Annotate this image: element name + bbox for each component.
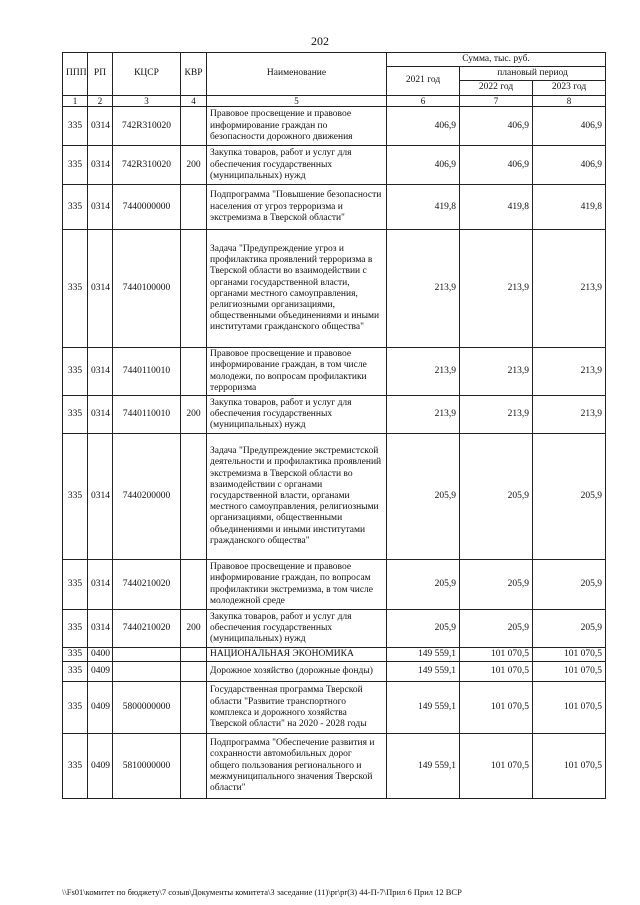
cell-kvr bbox=[181, 734, 207, 799]
cell-amount-2021: 149 559,1 bbox=[387, 682, 460, 734]
cell-rp: 0314 bbox=[88, 396, 113, 434]
cell-kcsr: 7440110010 bbox=[113, 348, 181, 396]
column-number: 8 bbox=[533, 95, 606, 107]
cell-kvr: 200 bbox=[181, 396, 207, 434]
cell-rp: 0314 bbox=[88, 610, 113, 648]
cell-rp: 0314 bbox=[88, 185, 113, 230]
cell-ppp: 335 bbox=[63, 610, 88, 648]
cell-amount-2022: 101 070,5 bbox=[460, 648, 533, 662]
cell-amount-2023: 205,9 bbox=[533, 560, 606, 610]
cell-amount-2021: 213,9 bbox=[387, 230, 460, 348]
cell-amount-2023: 419,8 bbox=[533, 185, 606, 230]
cell-rp: 0314 bbox=[88, 230, 113, 348]
cell-name: Закупка товаров, работ и услуг для обеспечения государственных (муниципальных) нужд bbox=[207, 146, 387, 185]
column-number: 5 bbox=[207, 95, 387, 107]
header-sum: Сумма, тыс. руб. bbox=[387, 53, 606, 67]
column-number: 6 bbox=[387, 95, 460, 107]
cell-amount-2022: 213,9 bbox=[460, 230, 533, 348]
page-number: 202 bbox=[311, 34, 329, 48]
table-row bbox=[63, 230, 606, 348]
table-row bbox=[63, 185, 606, 230]
cell-kvr bbox=[181, 434, 207, 560]
cell-name: Задача "Предупреждение экстремистской деятельности и профилактика проявлений экстремизма в Тверской области во взаимодействии с органами государственной власти, органами местного самоуправления, религиозными организациями, общественными объединениями и иными институтами гражданского общества" bbox=[207, 434, 387, 560]
cell-amount-2023: 101 070,5 bbox=[533, 662, 606, 682]
table-row bbox=[63, 610, 606, 648]
table-row bbox=[63, 734, 606, 799]
cell-name: Подпрограмма "Обеспечение развития и сохранности автомобильных дорог общего пользования регионального и межмуниципального значения Тверской области" bbox=[207, 734, 387, 799]
cell-kvr bbox=[181, 107, 207, 146]
table-row bbox=[63, 682, 606, 734]
cell-name: Правовое просвещение и правовое информирование граждан, в том числе молодежи, по вопросам профилактики терроризма bbox=[207, 348, 387, 396]
cell-ppp: 335 bbox=[63, 230, 88, 348]
table-body bbox=[63, 107, 606, 799]
cell-kcsr: 742R310020 bbox=[113, 146, 181, 185]
table-row bbox=[63, 107, 606, 146]
cell-ppp: 335 bbox=[63, 348, 88, 396]
cell-kvr bbox=[181, 560, 207, 610]
table-row bbox=[63, 146, 606, 185]
cell-amount-2023: 213,9 bbox=[533, 230, 606, 348]
cell-amount-2021: 406,9 bbox=[387, 146, 460, 185]
cell-amount-2022: 213,9 bbox=[460, 396, 533, 434]
cell-ppp: 335 bbox=[63, 107, 88, 146]
cell-amount-2023: 101 070,5 bbox=[533, 734, 606, 799]
cell-ppp: 335 bbox=[63, 560, 88, 610]
cell-name: Задача "Предупреждение угроз и профилактика проявлений терроризма в Тверской области во взаимодействии с органами государственной власти, органами местного самоуправления, религиозными организациями, общественными объединениями и иными институтами гражданского общества" bbox=[207, 230, 387, 348]
cell-name: Правовое просвещение и правовое информирование граждан, по вопросам профилактики экстремизма, в том числе молодежной среде bbox=[207, 560, 387, 610]
cell-kvr bbox=[181, 185, 207, 230]
cell-amount-2021: 149 559,1 bbox=[387, 648, 460, 662]
table-header bbox=[63, 53, 606, 107]
cell-amount-2023: 205,9 bbox=[533, 610, 606, 648]
cell-kcsr: 7440100000 bbox=[113, 230, 181, 348]
cell-kcsr: 7440200000 bbox=[113, 434, 181, 560]
cell-kcsr bbox=[113, 662, 181, 682]
cell-ppp: 335 bbox=[63, 396, 88, 434]
cell-amount-2022: 213,9 bbox=[460, 348, 533, 396]
cell-name: Правовое просвещение и правовое информирование граждан по безопасности дорожного движения bbox=[207, 107, 387, 146]
cell-kcsr: 7440210020 bbox=[113, 560, 181, 610]
budget-table bbox=[62, 52, 606, 799]
cell-kvr bbox=[181, 230, 207, 348]
cell-name: Закупка товаров, работ и услуг для обеспечения государственных (муниципальных) нужд bbox=[207, 396, 387, 434]
cell-amount-2022: 205,9 bbox=[460, 434, 533, 560]
cell-amount-2022: 205,9 bbox=[460, 560, 533, 610]
cell-kvr bbox=[181, 682, 207, 734]
column-number: 4 bbox=[181, 95, 207, 107]
column-number: 7 bbox=[460, 95, 533, 107]
header-kcsr: КЦСР bbox=[113, 53, 181, 96]
cell-kcsr: 7440110010 bbox=[113, 396, 181, 434]
header-year-2022: 2022 год bbox=[460, 81, 533, 95]
cell-amount-2023: 101 070,5 bbox=[533, 682, 606, 734]
cell-name: НАЦИОНАЛЬНАЯ ЭКОНОМИКА bbox=[207, 648, 387, 662]
cell-name: Дорожное хозяйство (дорожные фонды) bbox=[207, 662, 387, 682]
table-row bbox=[63, 648, 606, 662]
cell-amount-2023: 406,9 bbox=[533, 146, 606, 185]
header-ppp: ППП bbox=[63, 53, 88, 96]
table-row bbox=[63, 434, 606, 560]
cell-rp: 0409 bbox=[88, 662, 113, 682]
cell-amount-2022: 101 070,5 bbox=[460, 682, 533, 734]
cell-kcsr: 7440210020 bbox=[113, 610, 181, 648]
cell-ppp: 335 bbox=[63, 146, 88, 185]
cell-kvr bbox=[181, 648, 207, 662]
cell-rp: 0400 bbox=[88, 648, 113, 662]
cell-amount-2021: 213,9 bbox=[387, 396, 460, 434]
header-year-2021: 2021 год bbox=[387, 67, 460, 95]
cell-rp: 0409 bbox=[88, 734, 113, 799]
column-number-row bbox=[63, 95, 606, 107]
header-year-2023: 2023 год bbox=[533, 81, 606, 95]
header-name: Наименование bbox=[207, 53, 387, 96]
cell-amount-2023: 205,9 bbox=[533, 434, 606, 560]
cell-rp: 0314 bbox=[88, 434, 113, 560]
cell-rp: 0314 bbox=[88, 107, 113, 146]
cell-amount-2023: 213,9 bbox=[533, 348, 606, 396]
column-number: 2 bbox=[88, 95, 113, 107]
header-kvr: КВР bbox=[181, 53, 207, 96]
cell-amount-2021: 149 559,1 bbox=[387, 734, 460, 799]
cell-kcsr: 742R310020 bbox=[113, 107, 181, 146]
cell-ppp: 335 bbox=[63, 185, 88, 230]
cell-name: Подпрограмма "Повышение безопасности населения от угроз терроризма и экстремизма в Тверской области" bbox=[207, 185, 387, 230]
cell-kcsr: 5800000000 bbox=[113, 682, 181, 734]
cell-kcsr: 5810000000 bbox=[113, 734, 181, 799]
cell-amount-2021: 205,9 bbox=[387, 434, 460, 560]
cell-name: Государственная программа Тверской области "Развитие транспортного комплекса и дорожного хозяйства Тверской области" на 2020 - 2028 годы bbox=[207, 682, 387, 734]
cell-amount-2022: 419,8 bbox=[460, 185, 533, 230]
cell-amount-2021: 149 559,1 bbox=[387, 662, 460, 682]
cell-rp: 0314 bbox=[88, 560, 113, 610]
cell-amount-2022: 406,9 bbox=[460, 107, 533, 146]
header-planned-period: плановый период bbox=[460, 67, 606, 81]
column-number: 1 bbox=[63, 95, 88, 107]
cell-amount-2021: 205,9 bbox=[387, 610, 460, 648]
table-row bbox=[63, 560, 606, 610]
cell-ppp: 335 bbox=[63, 662, 88, 682]
cell-amount-2023: 213,9 bbox=[533, 396, 606, 434]
header-rp: РП bbox=[88, 53, 113, 96]
cell-amount-2022: 205,9 bbox=[460, 610, 533, 648]
cell-kvr: 200 bbox=[181, 610, 207, 648]
cell-amount-2021: 205,9 bbox=[387, 560, 460, 610]
cell-ppp: 335 bbox=[63, 734, 88, 799]
table-row bbox=[63, 348, 606, 396]
table-row bbox=[63, 396, 606, 434]
column-number: 3 bbox=[113, 95, 181, 107]
cell-kvr: 200 bbox=[181, 146, 207, 185]
cell-ppp: 335 bbox=[63, 682, 88, 734]
cell-amount-2021: 406,9 bbox=[387, 107, 460, 146]
cell-amount-2021: 213,9 bbox=[387, 348, 460, 396]
cell-kcsr bbox=[113, 648, 181, 662]
cell-ppp: 335 bbox=[63, 434, 88, 560]
cell-ppp: 335 bbox=[63, 648, 88, 662]
cell-amount-2021: 419,8 bbox=[387, 185, 460, 230]
cell-kvr bbox=[181, 348, 207, 396]
cell-rp: 0409 bbox=[88, 682, 113, 734]
table-row bbox=[63, 662, 606, 682]
cell-amount-2023: 101 070,5 bbox=[533, 648, 606, 662]
cell-kcsr: 7440000000 bbox=[113, 185, 181, 230]
cell-amount-2022: 101 070,5 bbox=[460, 662, 533, 682]
cell-rp: 0314 bbox=[88, 146, 113, 185]
cell-name: Закупка товаров, работ и услуг для обеспечения государственных (муниципальных) нужд bbox=[207, 610, 387, 648]
cell-amount-2022: 101 070,5 bbox=[460, 734, 533, 799]
cell-kvr bbox=[181, 662, 207, 682]
cell-amount-2023: 406,9 bbox=[533, 107, 606, 146]
cell-rp: 0314 bbox=[88, 348, 113, 396]
footer-file-path: \\Fs01\комитет по бюджету\7 созыв\Документы комитета\3 заседание (11)\pr\pr(3) 44-П-7\Прил 6 Прил 12 ВСР bbox=[62, 887, 462, 897]
cell-amount-2022: 406,9 bbox=[460, 146, 533, 185]
